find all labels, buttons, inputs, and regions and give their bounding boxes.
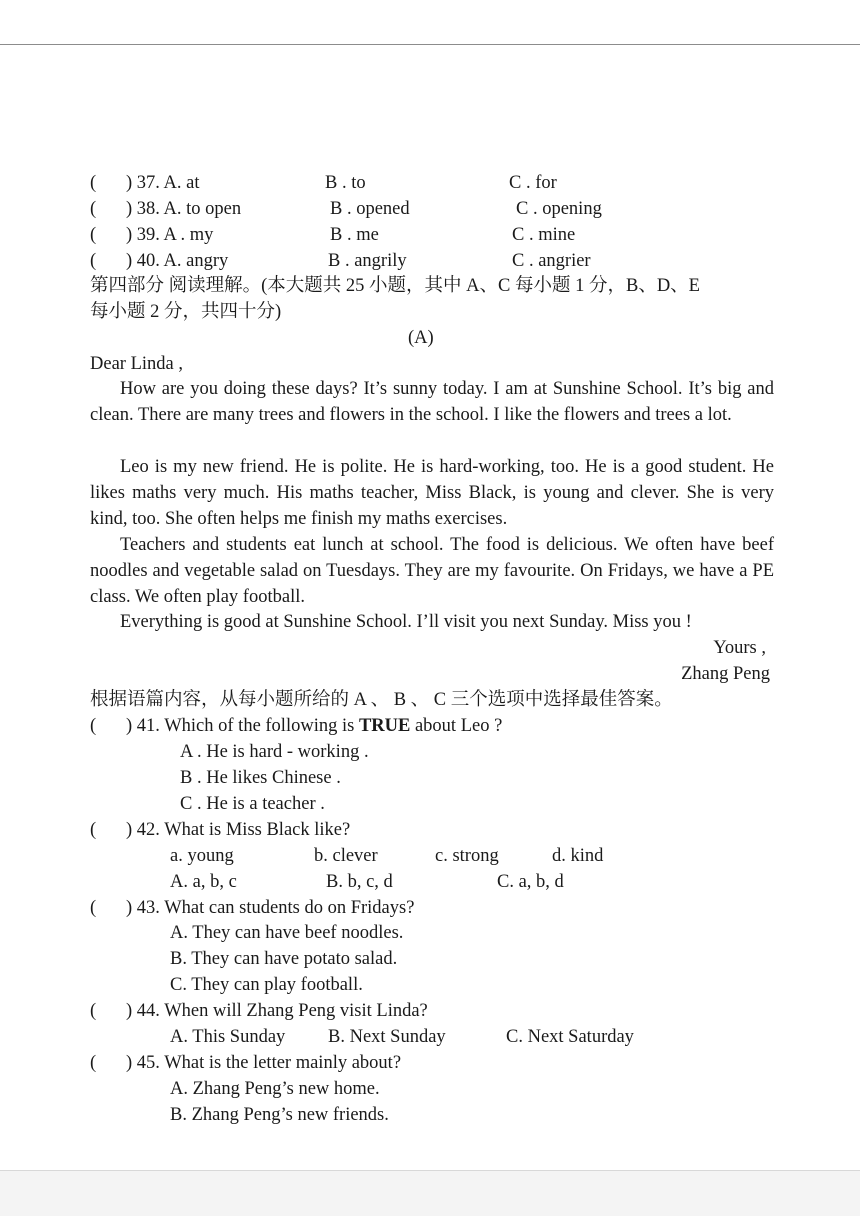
- letter-paragraph-3: Teachers and students eat lunch at school. The food is delicious. We often have beef noodles and vegetable salad on Tuesdays. They are my favourite. On Fridays, we have a PE class. We often play football.: [90, 535, 774, 607]
- option-a: A. They can have beef noodles.: [170, 923, 404, 943]
- option-b: B . angrily: [328, 251, 407, 271]
- stem-emphasis: TRUE: [358, 716, 411, 736]
- answer-blank-paren: (: [90, 251, 97, 271]
- answer-blank-paren: (: [90, 716, 97, 736]
- answer-blank-paren: (: [90, 898, 97, 918]
- option-b: B. They can have potato salad.: [170, 949, 398, 969]
- answer-blank-paren: (: [90, 820, 97, 840]
- option-a: A. Zhang Peng’s new home.: [170, 1079, 380, 1099]
- option-b: B. b, c, d: [326, 872, 393, 892]
- stem-text: ) 41. Which of the following is: [126, 716, 359, 736]
- letter-paragraph-1: How are you doing these days? It’s sunny today. I am at Sunshine School. It’s big and clean. There are many trees and flowers in the school. I like the flowers and trees a lot.: [90, 379, 774, 425]
- instruction: 根据语篇内容，从每小题所给的 A 、 B 、 C 三个选项中选择最佳答案。: [90, 690, 673, 710]
- answer-blank-paren: (: [90, 225, 97, 245]
- question-stem: ) 43. What can students do on Fridays?: [126, 898, 415, 918]
- option-c: C . for: [509, 173, 557, 193]
- question-stem: ) 45. What is the letter mainly about?: [126, 1053, 402, 1073]
- letter-closing: Yours ,: [713, 638, 766, 658]
- letter-paragraph-4: Everything is good at Sunshine School. I’ll visit you next Sunday. Miss you !: [120, 612, 692, 632]
- option-b: B . to: [325, 173, 366, 193]
- option-b: B. Next Sunday: [328, 1027, 446, 1047]
- stem-text-end: about Leo ?: [410, 716, 503, 736]
- choice-b: b. clever: [314, 846, 378, 866]
- option-c: C . He is a teacher .: [180, 794, 325, 814]
- option-c: C . opening: [516, 199, 602, 219]
- bottom-status-bar: [0, 1170, 860, 1216]
- option-b: B . opened: [330, 199, 410, 219]
- section-heading-cont: 每小题 2 分，共四十分): [90, 302, 282, 322]
- option-c: C. They can play football.: [170, 975, 363, 995]
- choice-a: a. young: [170, 846, 234, 866]
- answer-blank-paren: (: [90, 199, 97, 219]
- option-b: B . He likes Chinese .: [180, 768, 341, 788]
- question-number: ) 37. A. at: [126, 173, 200, 193]
- answer-blank-paren: (: [90, 1001, 97, 1021]
- question-number: ) 40. A. angry: [126, 251, 229, 271]
- option-c: C . angrier: [512, 251, 591, 271]
- question-stem: [126, 713, 502, 739]
- option-a: A. a, b, c: [170, 872, 237, 892]
- question-stem: ) 44. When will Zhang Peng visit Linda?: [126, 1001, 428, 1021]
- option-b: B . me: [330, 225, 379, 245]
- choice-d: d. kind: [552, 846, 604, 866]
- letter-signature: Zhang Peng: [681, 664, 770, 684]
- option-a: A. This Sunday: [170, 1027, 286, 1047]
- answer-blank-paren: (: [90, 173, 97, 193]
- section-heading: 第四部分 阅读理解。(本大题共 25 小题，其中 A、C 每小题 1 分，B、D、E: [90, 276, 700, 296]
- letter-paragraph-2: Leo is my new friend. He is polite. He is hard-working, too. He is a good student. He likes maths very much. His maths teacher, Miss Black, is young and clever. She is very kind, too. She often helps me finish my maths exercises.: [90, 457, 774, 529]
- option-b: B. Zhang Peng’s new friends.: [170, 1105, 389, 1125]
- answer-blank-paren: (: [90, 1053, 97, 1073]
- option-c: C. a, b, d: [497, 872, 564, 892]
- choice-c: c. strong: [435, 846, 499, 866]
- letter-greeting: Dear Linda ,: [90, 354, 183, 374]
- option-c: C . mine: [512, 225, 576, 245]
- top-toolbar: [0, 0, 860, 45]
- question-stem: ) 42. What is Miss Black like?: [126, 820, 351, 840]
- question-number: ) 39. A . my: [126, 225, 214, 245]
- option-a: A . He is hard - working .: [180, 742, 369, 762]
- question-number: ) 38. A. to open: [126, 199, 242, 219]
- passage-label: (A): [408, 328, 434, 348]
- option-c: C. Next Saturday: [506, 1027, 634, 1047]
